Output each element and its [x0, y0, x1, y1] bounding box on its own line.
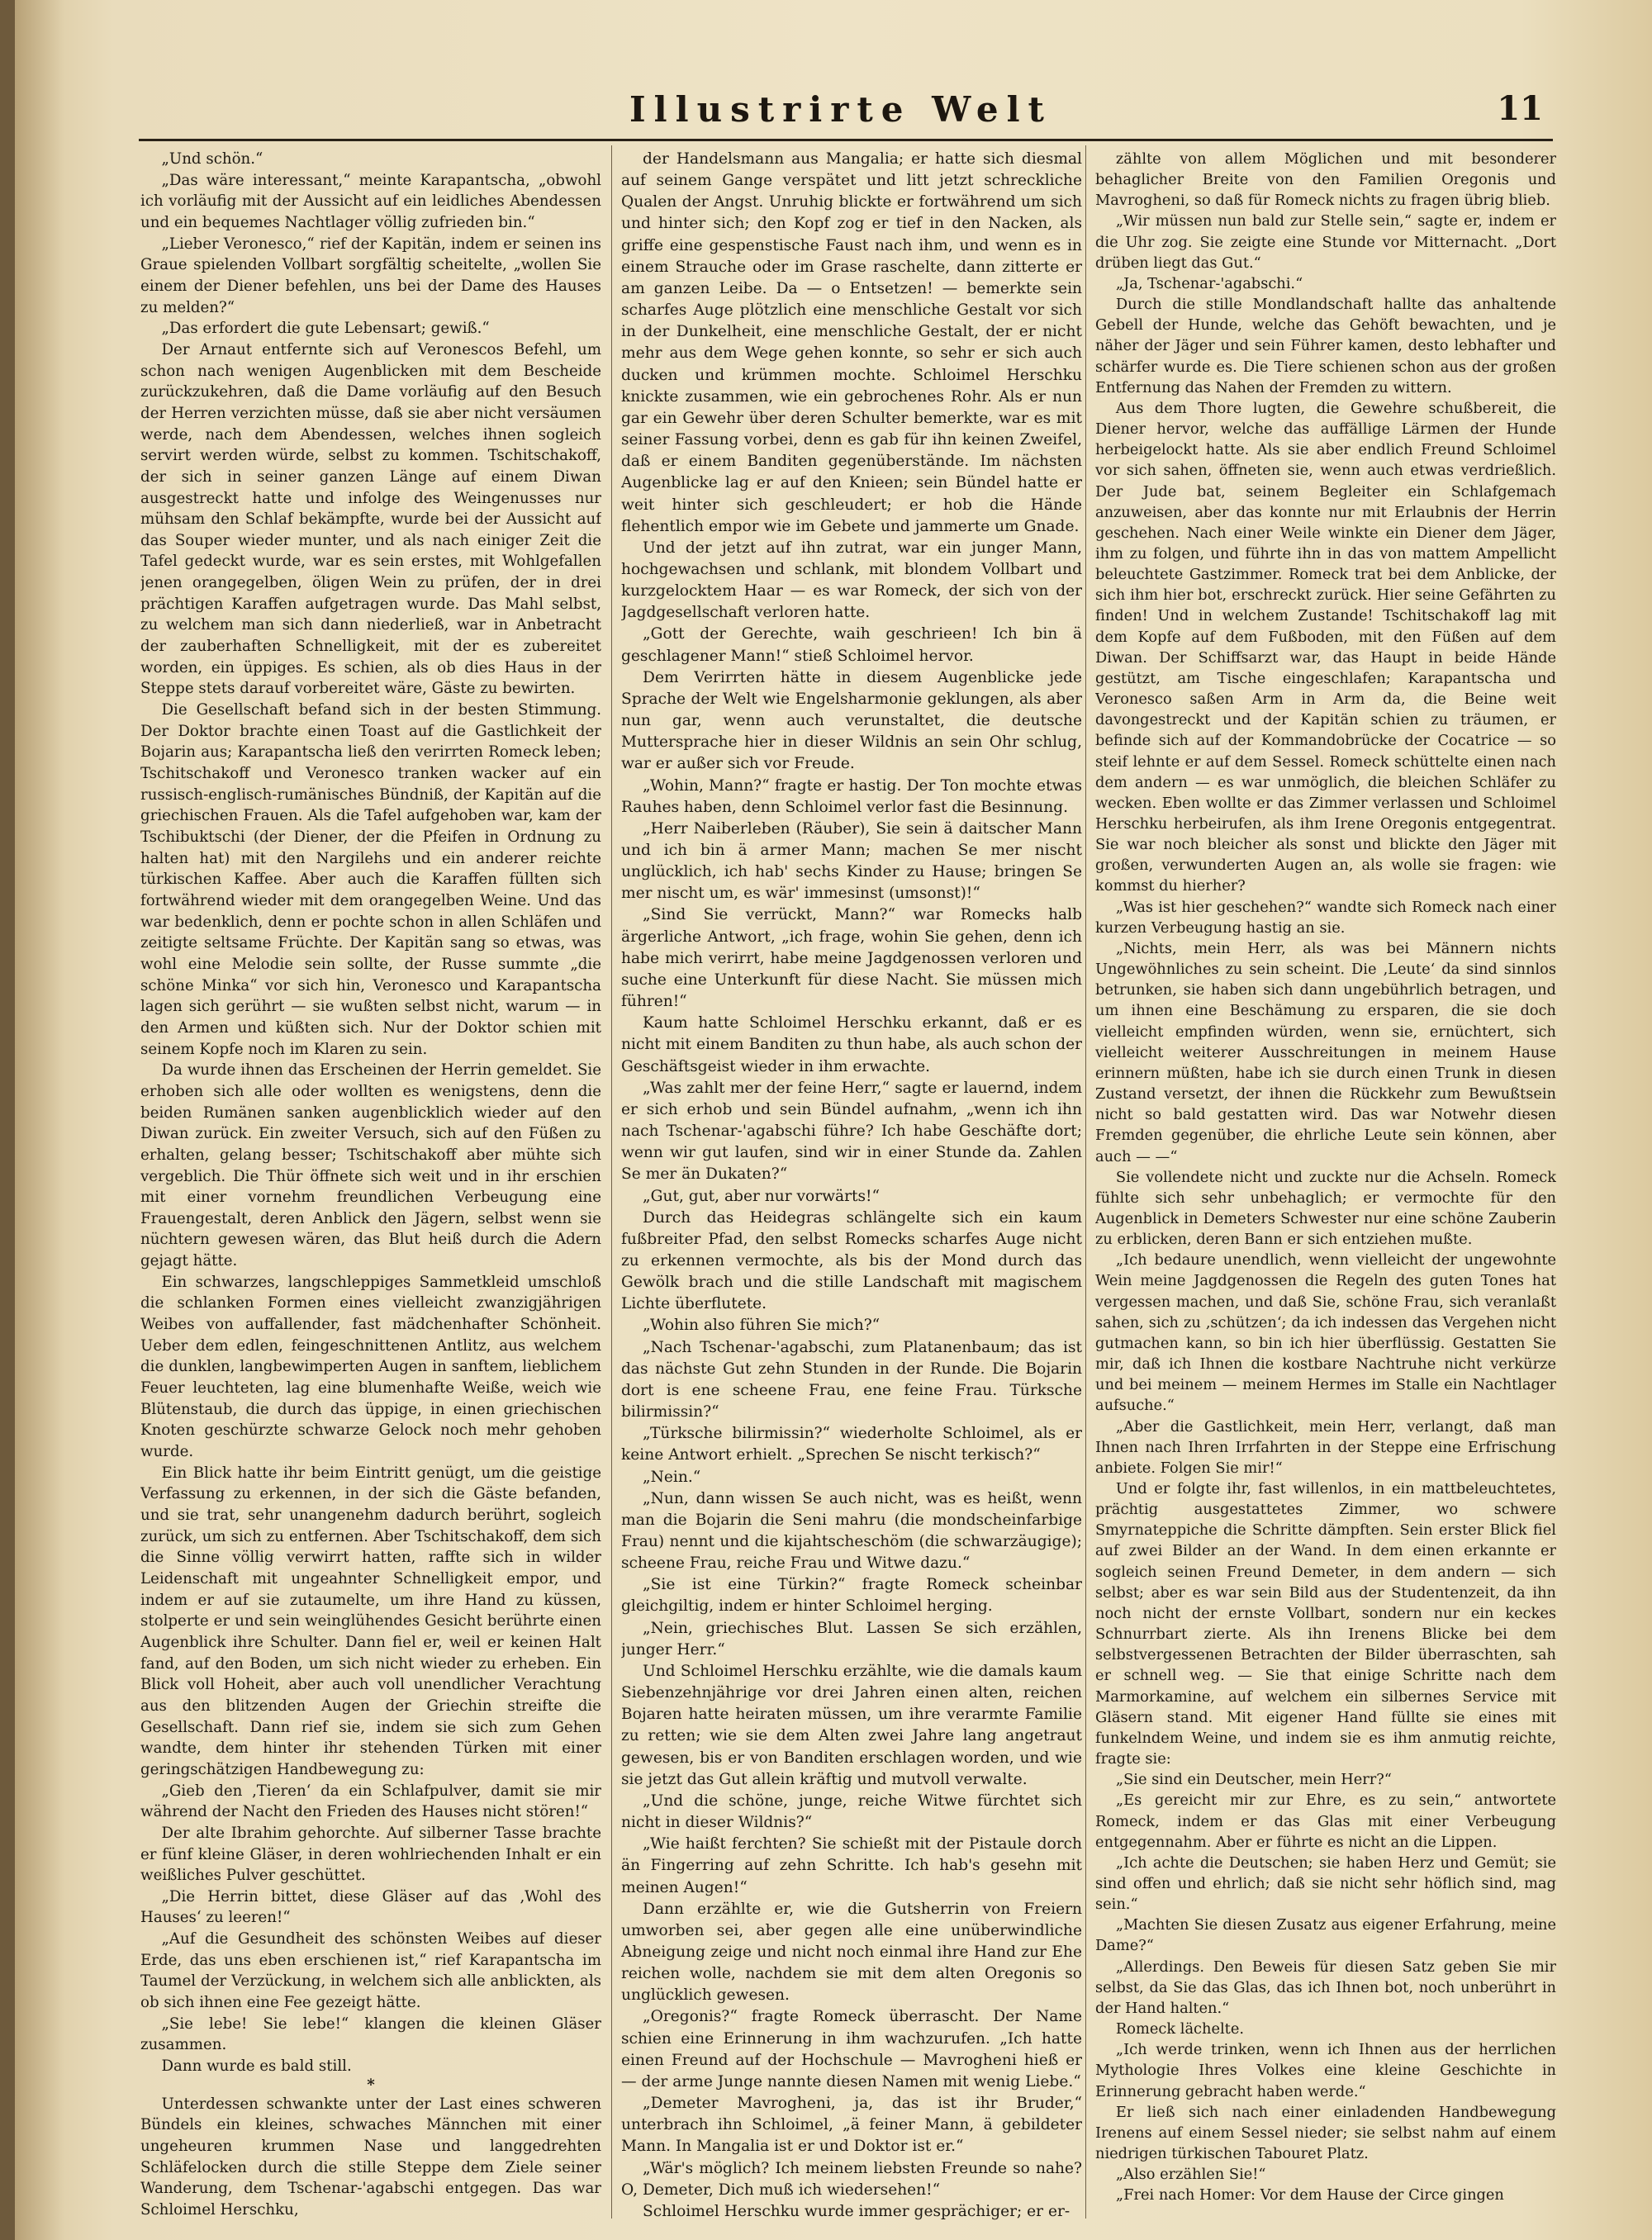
- paragraph: Unterdessen schwankte unter der Last eines schweren Bündels ein kleines, schwaches Männchen mit einer ungeheuren krummen Nase und langgedrehten Schläfelocken durch die stille Steppe dem Ziele seiner Wanderung, dem Tschenar-'agabschi entgegen. Das war Schloimel Herschku,: [140, 2095, 601, 2219]
- paragraph: „Gott der Gerechte, waih geschrieen! Ich bin ä geschlagener Mann!“ stieß Schloimel hervor.: [621, 625, 1082, 665]
- text-column-1: [140, 149, 601, 2222]
- paragraph: „Nun, dann wissen Se auch nicht, was es heißt, wenn man die Bojarin die Seni mahru (die mondscheinfarbige Frau) nennt und die kijahtscheschöm (die schwarzäugige); scheene Frau, reiche Frau und Witwe dazu.“: [621, 1489, 1082, 1573]
- paragraph: „Nichts, mein Herr, als was bei Männern nichts Ungewöhnliches zu sein scheint. Die ‚Leute‘ da sind sinnlos betrunken, sie haben sich dann ungebührlich betragen, und um ihnen eine Beschämung zu ersparen, die sie doch vielleicht empfinden würden, wenn sie, ernüchtert, sich vielleicht weiterer Ausschreitungen in meinem Hause erinnern müßten, habe ich sie durch einen Trunk in diesen Zustand versetzt, der ihnen die Rückkehr zum Bewußtsein nicht so bald gestatten wird. Das war Notwehr diesen Fremden gegenüber, die ehrliche Leute sein können, aber auch — —“: [1095, 939, 1556, 1165]
- paragraph: „Gut, gut, aber nur vorwärts!“: [643, 1187, 880, 1205]
- paragraph: „Also erzählen Sie!“: [1115, 2166, 1266, 2184]
- paragraph: Schloimel Herschku wurde immer gesprächiger; er er-: [643, 2202, 1070, 2220]
- paragraph: „Türksche bilirmissin?“ wiederholte Schloimel, als er keine Antwort erhielt. „Sprechen Se nischt terkisch?“: [621, 1425, 1082, 1464]
- publication-title: Illustrirte Welt: [629, 89, 1052, 130]
- paragraph: „Sie ist eine Türkin?“ fragte Romeck scheinbar gleichgiltig, indem er hinter Schloimel herging.: [621, 1576, 1082, 1616]
- paragraph: „Machten Sie diesen Zusatz aus eigener Erfahrung, meine Dame?“: [1095, 1916, 1556, 1955]
- paragraph: Ein Blick hatte ihr beim Eintritt genügt, um die geistige Verfassung zu erkennen, in der sich die Gäste befanden, und sie trat, sehr unangenehm dadurch berührt, sogleich zurück, um sich zu entfernen. Aber Tschitschakoff, dem sich die Sinne völlig verwirrt hatten, raffte sich in wilder Leidenschaft mit ungeahnter Schnelligkeit empor, und indem er auf sie zutaumelte, um ihre Hand zu küssen, stolperte er und sein weinglühendes Gesicht berührte einen Augenblick ihre Schulter. Dann fiel er, weil er keinen Halt fand, auf den Boden, um sich nicht wieder zu erheben. Ein Blick voll Hoheit, aber auch voll unendlicher Verachtung aus den blitzenden Augen der Griechin streifte die Gesellschaft. Dann rief sie, indem sie sich zum Gehen wandte, dem hinter ihr stehenden Türken mit einer geringschätzigen Handbewegung zu:: [140, 1464, 601, 1778]
- page-number: 11: [1497, 89, 1543, 128]
- section-separator: *: [367, 2076, 375, 2094]
- paragraph: „Allerdings. Den Beweis für diesen Satz geben Sie mir selbst, da Sie das Glas, das ich Ihnen bot, noch unberührt in der Hand halten.“: [1095, 1958, 1556, 2017]
- column-divider: [1085, 145, 1086, 2219]
- paragraph: „Wir müssen nun bald zur Stelle sein,“ sagte er, indem er die Uhr zog. Sie zeigte eine Stunde vor Mitternacht. „Dort drüben liegt das Gut.“: [1095, 212, 1556, 272]
- paragraph: „Die Herrin bittet, diese Gläser auf das ‚Wohl des Hauses‘ zu leeren!“: [140, 1887, 601, 1927]
- paragraph: „Ja, Tschenar-'agabschi.“: [1115, 274, 1303, 292]
- paragraph: „Nach Tschenar-'agabschi, zum Platanenbaum; das ist das nächste Gut zehn Stunden in der Runde. Die Bojarin dort is ene scheene Frau, ene feine Frau. Türksche bilirmissin?“: [621, 1338, 1082, 1421]
- paragraph: „Frei nach Homer: Vor dem Hause der Circe gingen: [1115, 2186, 1504, 2204]
- paragraph: „Das erfordert die gute Lebensart; gewiß.“: [161, 320, 490, 338]
- paragraph: Romeck lächelte.: [1115, 2020, 1244, 2038]
- paragraph: Der alte Ibrahim gehorchte. Auf silberner Tasse brachte er fünf kleine Gläser, in deren wohlriechenden Inhalt er ein weißliches Pulver geschüttet.: [140, 1824, 601, 1885]
- paragraph: „Sind Sie verrückt, Mann?“ war Romecks halb ärgerliche Antwort, „ich frage, wohin Sie gehen, denn ich habe mich verirrt, habe meine Jagdgenossen verloren und suche eine Unterkunft für diese Nacht. Sie müssen mich führen!“: [621, 906, 1082, 1011]
- paragraph: „Herr Naiberleben (Räuber), Sie sein ä daitscher Mann und ich bin ä armer Mann; machen Se mer nischt unglücklich, ich hab' sechs Kinder zu Hause; bringen Se mer nischt um, es wär' immesinst (umsonst)!“: [621, 819, 1082, 903]
- paragraph: „Gieb den ‚Tieren‘ da ein Schlafpulver, damit sie mir während der Nacht den Frieden des Hauses nicht stören!“: [140, 1782, 601, 1821]
- header-rule: [139, 139, 1553, 141]
- text-column-2: [621, 149, 1082, 2222]
- page-edge-stain: [15, 0, 64, 2240]
- paragraph: „Ich bedaure unendlich, wenn vielleicht der ungewohnte Wein meine Jagdgenossen die Regeln des guten Tones hat vergessen machen, und daß Sie, schöne Frau, sich veranlaßt sahen, sich zu ‚schützen‘; da ich indessen das Vergehen nicht gutmachen kann, so bin ich hier überflüssig. Gestatten Sie mir, daß ich Ihnen die kostbare Nachtruhe nicht verkürze und bei meinem — meinem Hermes im Stalle ein Nachtlager aufsuche.“: [1095, 1251, 1556, 1415]
- paragraph: „Ich werde trinken, wenn ich Ihnen aus der herrlichen Mythologie Ihres Volkes eine kleine Geschichte in Erinnerung gebracht haben werde.“: [1095, 2041, 1556, 2100]
- paragraph: „Ich achte die Deutschen; sie haben Herz und Gemüt; sie sind offen und ehrlich; daß sie nicht sehr höflich sind, mag sein.“: [1095, 1853, 1556, 1914]
- paragraph: „Wohin, Mann?“ fragte er hastig. Der Ton mochte etwas Rauhes haben, denn Schloimel verlor fast die Besinnung.: [621, 776, 1082, 816]
- paragraph: „Auf die Gesundheit des schönsten Weibes auf dieser Erde, das uns eben erschienen ist,“ rief Karapantscha im Taumel der Verzückung, in welchem sich alle anblickten, als ob sich ihnen eine Fee gezeigt hätte.: [140, 1930, 601, 2012]
- paragraph: „Sie sind ein Deutscher, mein Herr?“: [1115, 1771, 1392, 1789]
- paragraph: „Wohin also führen Sie mich?“: [643, 1317, 881, 1335]
- paragraph: Dann erzählte er, wie die Gutsherrin von Freiern umworben sei, aber gegen alle eine unüberwindliche Abneigung zeige und nicht noch einmal ihre Hand zur Ehe reichen wolle, nachdem sie mit dem alten Oregonis so unglücklich gewesen.: [621, 1900, 1082, 2005]
- paragraph: Kaum hatte Schloimel Herschku erkannt, daß er es nicht mit einem Banditen zu thun habe, als auch schon der Geschäftsgeist wieder in ihm erwachte.: [621, 1014, 1082, 1075]
- column-divider: [611, 145, 612, 2219]
- paragraph: Und er folgte ihr, fast willenlos, in ein mattbeleuchtetes, prächtig ausgestattetes Zimmer, wo schwere Smyrnateppiche die Schritte dämpften. Sein erster Blick fiel auf zwei Bilder an der Wand. In dem einen erkannte er sogleich seinen Freund Demeter, in dem andern — sich selbst; aber es war sein Bild aus der Studentenzeit, da ihn noch nicht der ernste Vollbart, sondern nur ein keckes Schnurrbart zierte. Als ihn Irenens Blicke bei dem selbstvergessenen Betrachten der Bilder überraschten, sah er schnell weg. — Sie that einige Schritte nach dem Marmorkamine, auf welchem ein silbernes Service mit Gläsern stand. Mit eigener Hand füllte sie eines mit funkelndem Weine, und indem sie es ihm anmutig reichte, fragte sie:: [1095, 1480, 1556, 1768]
- paragraph: „Oregonis?“ fragte Romeck überrascht. Der Name schien eine Erinnerung in ihm wachzurufen. „Ich hatte einen Freund auf der Hochschule — Mavrogheni hieß er — der arme Junge nannte diesen Namen mit wenig Liebe.“: [621, 2008, 1082, 2091]
- paragraph: „Wie haißt ferchten? Sie schießt mit der Pistaule dorch än Fingerring auf zehn Schritte. Ich hab's gesehn mit meinen Augen!“: [621, 1835, 1082, 1896]
- paragraph: „Was ist hier geschehen?“ wandte sich Romeck nach einer kurzen Verbeugung hastig an sie.: [1095, 898, 1556, 937]
- paragraph: „Lieber Veronesco,“ rief der Kapitän, indem er seinen ins Graue spielenden Vollbart sorgfältig scheitelte, „wollen Sie einem der Diener befehlen, uns bei der Dame des Hauses zu melden?“: [140, 235, 601, 316]
- paragraph: der Handelsmann aus Mangalia; er hatte sich diesmal auf seinem Gange verspätet und litt jetzt schreckliche Qualen der Angst. Unruhig blickte er fortwährend um sich und hinter sich; den Kopf zog er tief in den Nacken, als griffe eine gespenstische Faust nach ihm, und wenn es in einem Strauche oder im Grase raschelte, dann zitterte er am ganzen Leibe. Da — o Entsetzen! — bemerkte sein scharfes Auge plötzlich eine menschliche Gestalt vor sich in der Dunkelheit, eine menschliche Gestalt, der er nicht mehr aus dem Wege gehen konnte, so sehr er sich auch ducken und krümmen mochte. Schloimel Herschku knickte zusammen, wie ein gebrochenes Rohr. Als er nun gar ein Gewehr über deren Schulter bemerkte, war es mit seiner Fassung vorbei, denn es gab für ihn keinen Zweifel, daß er einem Banditen gegenüberstände. Im nächsten Augenblicke lag er auf den Knieen; sein Bündel hatte er weit hinter sich geschleudert; er hob die Hände flehentlich empor wie im Gebete und jammerte um Gnade.: [621, 150, 1082, 535]
- paragraph: „Wär's möglich? Ich meinem liebsten Freunde so nahe? O, Demeter, Dich muß ich wiedersehen!“: [621, 2159, 1082, 2199]
- paragraph: „Und schön.“: [161, 150, 263, 168]
- paragraph: Er ließ sich nach einer einladenden Handbewegung Irenens auf einem Sessel nieder; sie selbst nahm auf einem niedrigen türkischen Tabouret Platz.: [1095, 2103, 1556, 2162]
- paragraph: „Es gereicht mir zur Ehre, es zu sein,“ antwortete Romeck, indem er das Glas mit einer Verbeugung entgegennahm. Aber er führte es nicht an die Lippen.: [1095, 1792, 1556, 1851]
- paragraph: Aus dem Thore lugten, die Gewehre schußbereit, die Diener hervor, welche das auffällige Lärmen der Hunde herbeigelockt hatte. Als sie aber endlich Freund Schloimel vor sich sahen, öffneten sie, wenn auch etwas verdrießlich. Der Jude bat, seinem Begleiter ein Schlafgemach anzuweisen, aber das konnte nur mit Erlaubnis der Herrin geschehen. Nach einer Weile winkte ein Diener dem Jäger, ihm zu folgen, und führte ihn in das von mattem Ampellicht beleuchtete Gastzimmer. Romeck trat bei dem Anblicke, der sich ihm hier bot, erschreckt zurück. Hier seine Gefährten zu finden! Und in welchem Zustande! Tschitschakoff lag mit dem Kopfe auf dem Fußboden, mit den Füßen auf dem Diwan. Der Schiffsarzt war, das Haupt in beide Hände gestützt, am Tische eingeschlafen; Karapantscha und Veronesco saßen Arm in Arm da, die Beine weit davongestreckt und der Kapitän schien zu träumen, er befinde sich auf der Kommandobrücke der Cocatrice — so steif lehnte er auf dem Sessel. Romeck schüttelte einen nach dem andern — es war unmöglich, die bleichen Schläfer zu wecken. Eben wollte er das Zimmer verlassen und Schloimel Herschku herbeirufen, als ihm Irene Oregonis entgegentrat. Sie war noch bleicher als sonst und blickte den Jäger mit großen, verwunderten Augen an, als wolle sie fragen: wie kommst du hierher?: [1095, 399, 1556, 895]
- paragraph: „Sie lebe! Sie lebe!“ klangen die kleinen Gläser zusammen.: [140, 2015, 601, 2054]
- paragraph: Durch die stille Mondlandschaft hallte das anhaltende Gebell der Hunde, welche das Gehöft bewachten, und je näher der Jäger und sein Führer kamen, desto lebhafter und schärfer wurde es. Die Tiere schienen schon aus der großen Entfernung das Nahen der Fremden zu wittern.: [1095, 296, 1556, 396]
- paragraph: Der Arnaut entfernte sich auf Veronescos Befehl, um schon nach wenigen Augenblicken mit dem Bescheide zurückzukehren, daß die Dame vorläufig auf den Besuch der Herren verzichten müsse, daß sie aber nicht versäumen werde, nach dem Abendessen, welches ihnen sogleich servirt werden würde, selbst zu kommen. Tschitschakoff, der sich in seiner ganzen Länge auf einem Diwan ausgestreckt hatte und infolge des Weingenusses nur mühsam den Schlaf bekämpfte, wurde bei der Aussicht auf das Souper wieder munter, und als nach einiger Zeit die Tafel gedeckt wurde, war es sein erstes, mit Wohlgefallen jenen orangegelben, öligen Wein zu prüfen, der in drei prächtigen Karaffen aufgetragen wurde. Das Mahl selbst, zu welchem man sich dann niederließ, war in Anbetracht der zauberhaften Schnelligkeit, mit der es zubereitet worden, ein üppiges. Es schien, als ob dies Haus in der Steppe stets darauf vorbereitet wäre, Gäste zu bewirten.: [140, 340, 601, 698]
- newspaper-page: [15, 0, 1652, 2240]
- paragraph: „Und die schöne, junge, reiche Witwe fürchtet sich nicht in dieser Wildnis?“: [621, 1792, 1082, 1832]
- paragraph: Dem Verirrten hätte in diesem Augenblicke jede Sprache der Welt wie Engelsharmonie geklungen, als aber nun gar, wenn auch verunstaltet, die deutsche Muttersprache hier in dieser Wildnis an sein Ohr schlug, war er außer sich vor Freude.: [621, 668, 1082, 773]
- paragraph: Ein schwarzes, langschleppiges Sammetkleid umschloß die schlanken Formen eines vielleicht zwanzigjährigen Weibes von auffallender, fast mädchenhafter Schönheit. Ueber dem edlen, feingeschnittenen Antlitz, aus welchem die dunklen, langbewimperten Augen in sanftem, lieblichem Feuer leuchteten, lag eine blumenhafte Weiße, weich wie Blütenstaub, die durch das üppige, in einen griechischen Knoten geschürzte schwarze Gelock noch mehr gehoben wurde.: [140, 1273, 601, 1461]
- paragraph: Die Gesellschaft befand sich in der besten Stimmung. Der Doktor brachte einen Toast auf die Gastlichkeit der Bojarin aus; Karapantscha ließ den verirrten Romeck leben; Tschitschakoff und Veronesco tranken wacker auf ein russisch-englisch-rumänisches Bündniß, der Kapitän auf die griechischen Frauen. Als die Tafel aufgehoben war, kam der Tschibuktschi (der Diener, der die Pfeifen in Ordnung zu halten hat) mit den Nargilehs und ein anderer reichte türkischen Kaffee. Aber auch die Karaffen füllten sich fortwährend wieder mit dem orangegelben Weine. Und das war bedenklich, denn er pochte schon in allen Schläfen und zeitigte seltsame Früchte. Der Kapitän sang so etwas, was wohl eine Melodie sein sollte, der Russe summte „die schöne Minka“ vor sich hin, Veronesco und Karapantscha lagen sich gerührt — sie wußten selbst nicht, warum — in den Armen und küßten sich. Nur der Doktor schien mit seinem Kopfe noch im Klaren zu sein.: [140, 701, 601, 1058]
- paragraph: Dann wurde es bald still.: [161, 2057, 352, 2076]
- paragraph: „Was zahlt mer der feine Herr,“ sagte er lauernd, indem er sich erhob und sein Bündel aufnahm, „wenn ich ihn nach Tschenar-'agabschi führe? Ich habe Geschäfte dort; wenn wir gut laufen, sind wir in einer Stunde da. Zahlen Se mer än Dukaten?“: [621, 1079, 1082, 1184]
- paragraph: „Nein.“: [643, 1468, 701, 1486]
- text-column-3: [1095, 149, 1556, 2222]
- paragraph: Und Schloimel Herschku erzählte, wie die damals kaum Siebenzehnjährige vor drei Jahren einen alten, reichen Bojaren hatte heiraten müssen, um ihre verarmte Familie zu retten; wie sie dem Alten zwei Jahre lang angetraut gewesen, bis er von Banditen erschlagen worden, und wie sie jetzt das Gut allein kräftig und mutvoll verwalte.: [621, 1662, 1082, 1788]
- paragraph: „Das wäre interessant,“ meinte Karapantscha, „obwohl ich vorläufig mit der Aussicht auf ein leidliches Abendessen und ein bequemes Nachtlager völlig zufrieden bin.“: [140, 171, 601, 231]
- paragraph: „Nein, griechisches Blut. Lassen Se sich erzählen, junger Herr.“: [621, 1619, 1082, 1659]
- paragraph: Da wurde ihnen das Erscheinen der Herrin gemeldet. Sie erhoben sich alle oder wollten es wenigstens, denn die beiden Rumänen sanken augenblicklich wieder auf den Diwan zurück. Ein zweiter Versuch, sich auf den Füßen zu erhalten, gelang besser; Tschitschakoff aber mühte sich vergeblich. Die Thür öffnete sich weit und in ihr erschien mit einer vornehm freundlichen Verbeugung eine Frauengestalt, deren Anblick den Jägern, selbst wenn sie nüchtern gewesen wären, das Blut heiß durch die Adern gejagt hätte.: [140, 1061, 601, 1270]
- paragraph: Sie vollendete nicht und zuckte nur die Achseln. Romeck fühlte sich sehr unbehaglich; er vermochte für den Augenblick in Demeters Schwester nur eine schöne Zauberin zu erblicken, deren Bann er sich entziehen mußte.: [1095, 1168, 1556, 1249]
- paragraph: zählte von allem Möglichen und mit besonderer behaglicher Breite von den Familien Oregonis und Mavrogheni, so daß für Romeck nichts zu fragen übrig blieb.: [1095, 150, 1556, 210]
- paragraph: Durch das Heidegras schlängelte sich ein kaum fußbreiter Pfad, den selbst Romecks scharfes Auge nicht zu erkennen vermochte, als bis der Mond durch das Gewölk brach und die stille Landschaft mit magischem Lichte überflutete.: [621, 1208, 1082, 1313]
- paragraph: Und der jetzt auf ihn zutrat, war ein junger Mann, hochgewachsen und schlank, mit blondem Vollbart und kurzgelocktem Haar — es war Romeck, der sich von der Jagdgesellschaft verloren hatte.: [621, 539, 1082, 622]
- paragraph: „Demeter Mavrogheni, ja, das ist ihr Bruder,“ unterbrach ihn Schloimel, „ä feiner Mann, ä gebildeter Mann. In Mangalia ist er und Doktor ist er.“: [621, 2095, 1082, 2156]
- page-header: [139, 89, 1543, 139]
- paragraph: „Aber die Gastlichkeit, mein Herr, verlangt, daß man Ihnen nach Ihren Irrfahrten in der Steppe eine Erfrischung anbiete. Folgen Sie mir!“: [1095, 1417, 1556, 1477]
